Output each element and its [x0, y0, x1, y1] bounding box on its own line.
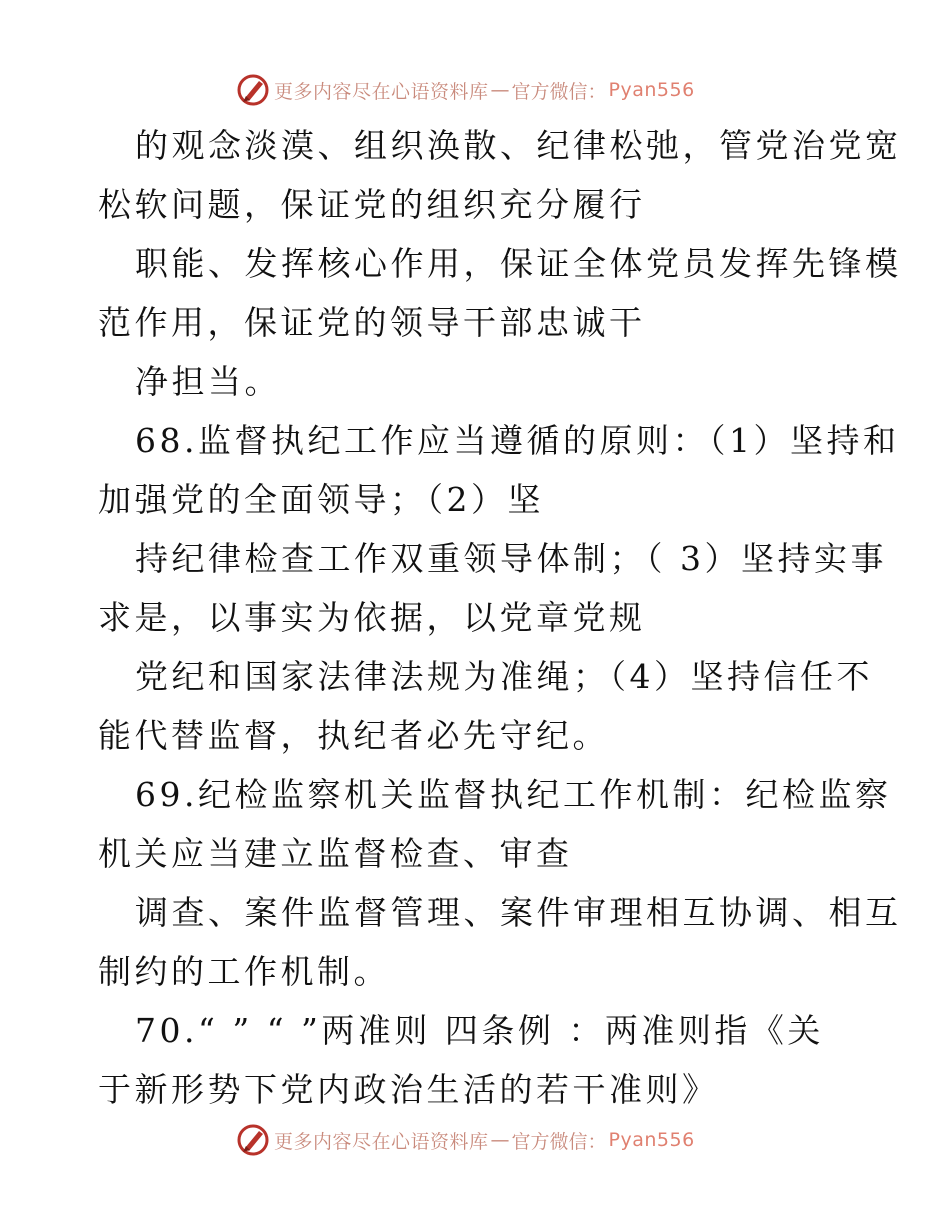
promo-text: 更多内容尽在心语资料库 — [274, 1130, 489, 1153]
wechat-id: Pyan556 — [608, 79, 695, 101]
text-line: 范作用，保证党的领导干部忠诚干 — [98, 303, 646, 342]
text-line: 松软问题，保证党的组织充分履行 — [98, 185, 646, 224]
official-wechat-label: 官方微信： — [511, 1130, 607, 1153]
text-line: 于新形势下党内政治生活的若干准则》 — [98, 1070, 719, 1109]
text-line: 调查、案件监督管理、案件审理相互协调、相互 — [135, 893, 902, 932]
text-line: 职能、发挥核心作用，保证全体党员发挥先锋模 — [135, 244, 902, 283]
banner-dash: — — [490, 1129, 510, 1151]
pen-logo-icon — [236, 1123, 270, 1157]
promo-text: 更多内容尽在心语资料库 — [274, 80, 489, 103]
text-line: 求是，以事实为依据，以党章党规 — [98, 598, 646, 637]
text-line: 机关应当建立监督检查、审查 — [98, 834, 573, 873]
pen-logo-icon — [236, 73, 270, 107]
wechat-id: Pyan556 — [608, 1129, 695, 1151]
text-line: 的观念淡漠、组织涣散、纪律松弛，管党治党宽 — [135, 126, 902, 165]
banner-dash: — — [490, 79, 510, 101]
text-line: 党纪和国家法律法规为准绳；（4）坚持信任不 — [135, 657, 873, 696]
text-line: 持纪律检查工作双重领导体制；（ 3）坚持实事 — [135, 539, 887, 578]
text-line: 能代替监督，执纪者必先守纪。 — [98, 716, 609, 755]
header-watermark — [236, 73, 695, 107]
text-line: 制约的工作机制。 — [98, 952, 390, 991]
text-line: 加强党的全面领导；（2）坚 — [98, 480, 544, 519]
text-line: 净担当。 — [135, 362, 281, 401]
text-line: 68.监督执纪工作应当遵循的原则：（1）坚持和 — [135, 421, 900, 460]
text-line: 70.“ ” “ ”两准则 四条例 ：两准则指《关 — [135, 1011, 824, 1050]
footer-watermark — [236, 1123, 695, 1157]
text-line: 69.纪检监察机关监督执纪工作机制：纪检监察 — [135, 775, 892, 814]
official-wechat-label: 官方微信： — [511, 80, 607, 103]
